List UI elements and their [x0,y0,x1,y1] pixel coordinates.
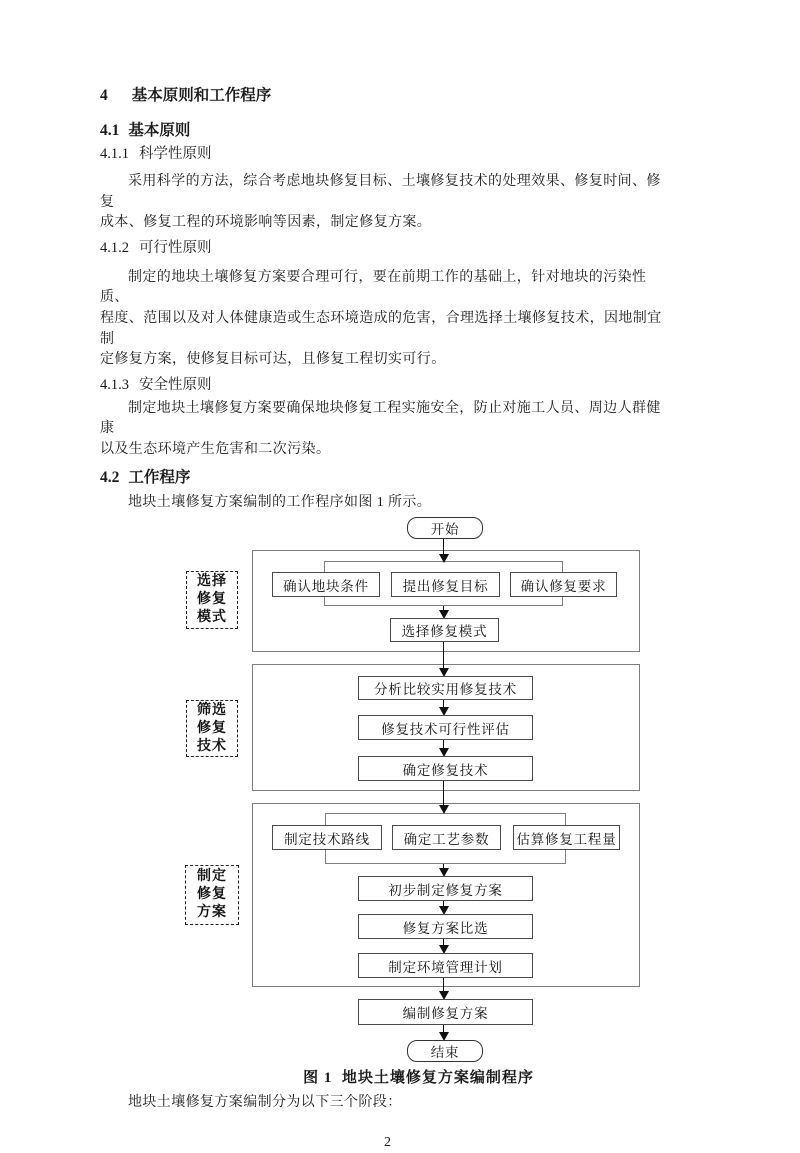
heading-4-number: 4 [100,87,108,104]
stage3-label-text: 制定修复方案 [197,869,227,921]
flow-node-determine-remediation-technique: 确定修复技术 [358,756,533,781]
flow-node-draft-remediation-plan: 初步制定修复方案 [358,876,533,901]
page-number: 2 [384,1134,391,1150]
flow-arrow-compile-to-end [437,1025,450,1041]
heading-4-1-2-number: 4.1.2 [100,239,129,256]
heading-4 [100,85,675,106]
heading-4-2-number: 4.2 [100,468,120,486]
paragraph-4-2: 地块土壤修复方案编制的工作程序如图 1 所示。 [128,494,432,510]
heading-4-1-1-title: 科学性原则 [139,146,212,162]
heading-4-1-3-number: 4.1.3 [100,376,129,393]
closing-paragraph: 地块土壤修复方案编制分为以下三个阶段： [128,1095,402,1111]
flow-node-start: 开始 [407,517,483,539]
flow-arrow-stage1-to-stage2 [437,642,450,677]
heading-4-title: 基本原则和工作程序 [131,87,272,104]
heading-4-1 [100,120,675,141]
paragraph-line: 制定的地块土壤修复方案要合理可行，要在前期工作的基础上，针对地块的污染性质、 [100,269,647,306]
heading-4-1-1-number: 4.1.1 [100,146,129,162]
flow-arrow-env-to-compile [437,978,450,1000]
flow-arrow-analyze-to-feasibility [437,700,450,716]
paragraph-4-1-2 [100,268,675,371]
heading-4-2 [100,467,675,488]
paragraph-4-1-3 [100,399,675,461]
stage2-label-text: 筛选修复技术 [197,702,227,754]
flowchart-figure [100,513,675,1064]
flow-arrow-feasibility-to-determine [437,740,450,757]
paragraph-line: 定修复方案，使修复目标可达，且修复工程切实可行。 [100,352,446,368]
flow-arrow-stage2-to-stage3 [437,781,450,814]
heading-4-1-3 [100,375,675,396]
heading-4-1-3-title: 安全性原则 [139,376,212,393]
figure-caption: 图 1 地块土壤修复方案编制程序 [303,1070,534,1087]
flow-node-compare-select-plans: 修复方案比选 [358,914,533,939]
flow-node-technique-feasibility-evaluation: 修复技术可行性评估 [358,715,533,740]
heading-4-1-2-title: 可行性原则 [139,239,212,256]
flow-arrow-draft-to-compare [437,901,450,915]
flow-node-confirm-site-conditions: 确认地块条件 [272,572,380,597]
flow-node-estimate-remediation-workload: 估算修复工程量 [513,825,620,850]
paragraph-line: 以及生态环境产生危害和二次污染。 [100,441,331,457]
flow-node-analyze-compare-techniques: 分析比较实用修复技术 [358,676,533,700]
flow-node-compile-remediation-plan: 编制修复方案 [358,999,533,1025]
heading-4-1-2 [100,238,675,259]
paragraph-line: 采用科学的方法，综合考虑地块修复目标、土壤修复技术的处理效果、修复时间、修复 [100,174,661,210]
heading-4-1-number: 4.1 [100,122,120,139]
heading-4-1-1 [100,144,675,165]
flow-arrow-start-to-stage1 [437,539,450,563]
flow-arrow-compare-to-env [437,939,450,954]
flow-node-end: 结束 [407,1040,483,1062]
heading-4-2-title: 工作程序 [128,468,191,486]
flow-node-develop-env-management-plan: 制定环境管理计划 [358,953,533,978]
paragraph-4-1-1 [100,172,675,234]
stage2-label-screen-remediation-techniques [186,700,238,757]
paragraph-line: 程度、范围以及对人体健康造或生态环境造成的危害，合理选择土壤修复技术，因地制宜制 [100,310,662,347]
flow-node-select-remediation-mode: 选择修复模式 [390,618,499,642]
stage1-label-text: 选择修复模式 [197,574,227,626]
flow-node-propose-remediation-targets: 提出修复目标 [391,572,500,597]
flow-node-determine-process-parameters: 确定工艺参数 [392,825,501,850]
paragraph-line: 成本、修复工程的环境影响等因素，制定修复方案。 [100,215,432,231]
paragraph-line: 制定地块土壤修复方案要确保地块修复工程实施安全，防止对施工人员、周边人群健康 [100,400,661,437]
heading-4-1-title: 基本原则 [128,122,191,139]
stage1-label-select-remediation-mode [186,571,238,629]
flow-node-confirm-remediation-requirements: 确认修复要求 [510,572,617,597]
flow-node-develop-technical-route: 制定技术路线 [272,825,382,850]
stage3-label-develop-remediation-plan [185,865,239,925]
